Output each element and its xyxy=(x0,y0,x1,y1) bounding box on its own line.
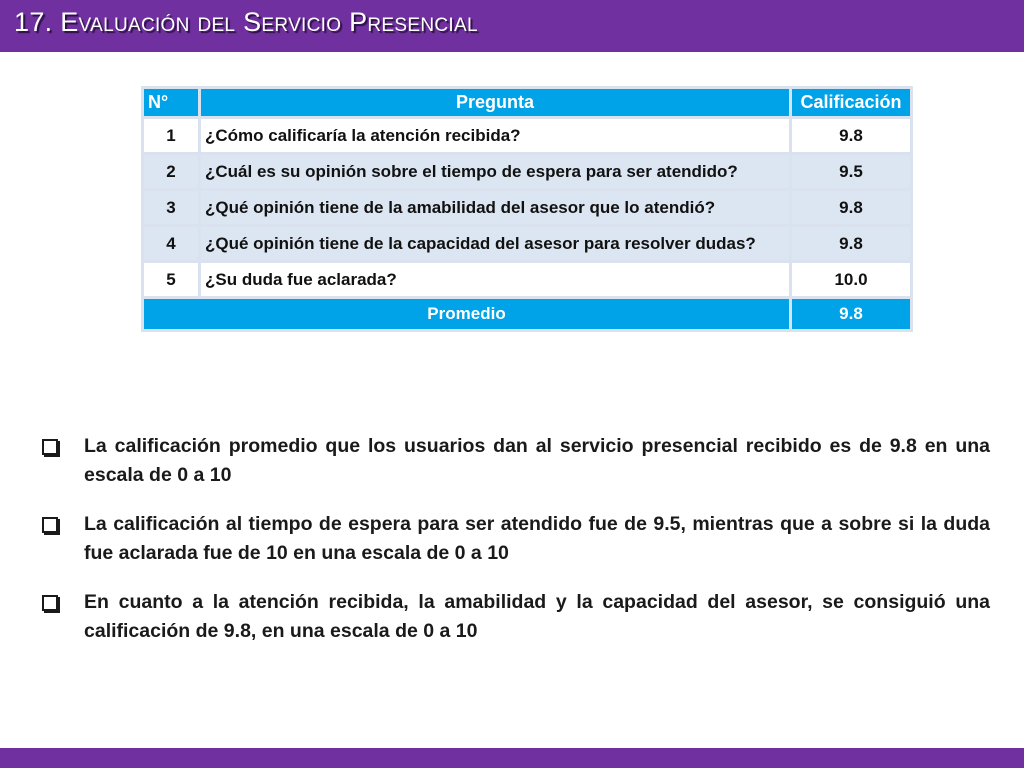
row-score: 9.8 xyxy=(792,119,910,152)
average-label: Promedio xyxy=(144,299,789,329)
table-row xyxy=(144,191,910,224)
table-row xyxy=(144,155,910,188)
row-number: 1 xyxy=(144,119,198,152)
row-question: ¿Su duda fue aclarada? xyxy=(201,263,789,296)
page-title: 17. Evaluación del Servicio Presencial xyxy=(14,7,478,37)
row-number: 4 xyxy=(144,227,198,260)
column-header-question: Pregunta xyxy=(201,89,789,116)
row-question: ¿Qué opinión tiene de la capacidad del asesor para resolver dudas? xyxy=(201,227,789,260)
row-number: 3 xyxy=(144,191,198,224)
row-number: 2 xyxy=(144,155,198,188)
checkbox-bullet-icon xyxy=(42,595,58,611)
row-question: ¿Cuál es su opinión sobre el tiempo de espera para ser atendido? xyxy=(201,155,789,188)
evaluation-table-container xyxy=(141,86,913,332)
footer-bar xyxy=(0,748,1024,768)
row-score: 9.8 xyxy=(792,191,910,224)
column-header-number: N° xyxy=(144,89,198,116)
row-number: 5 xyxy=(144,263,198,296)
table-row xyxy=(144,263,910,296)
bullet-text: La calificación al tiempo de espera para ser atendido fue de 9.5, mientras que a sobre si la duda fue aclarada fue de 10 en una escala de 0 a 10 xyxy=(84,513,990,564)
bullet-text: La calificación promedio que los usuarios dan al servicio presencial recibido es de 9.8 en una escala de 0 a 10 xyxy=(84,435,990,486)
column-header-score: Calificación xyxy=(792,89,910,116)
row-score: 9.8 xyxy=(792,227,910,260)
bullet-item xyxy=(40,588,990,646)
row-score: 10.0 xyxy=(792,263,910,296)
bullet-item xyxy=(40,510,990,568)
summary-bullets xyxy=(40,432,990,666)
bullet-item xyxy=(40,432,990,490)
row-score: 9.5 xyxy=(792,155,910,188)
average-row xyxy=(144,299,910,329)
average-value: 9.8 xyxy=(792,299,910,329)
table-header-row xyxy=(144,89,910,116)
table-row xyxy=(144,119,910,152)
checkbox-bullet-icon xyxy=(42,439,58,455)
row-question: ¿Qué opinión tiene de la amabilidad del asesor que lo atendió? xyxy=(201,191,789,224)
row-question: ¿Cómo calificaría la atención recibida? xyxy=(201,119,789,152)
table-row xyxy=(144,227,910,260)
evaluation-table xyxy=(141,86,913,332)
title-bar xyxy=(0,0,1024,52)
checkbox-bullet-icon xyxy=(42,517,58,533)
bullet-text: En cuanto a la atención recibida, la amabilidad y la capacidad del asesor, se consiguió una calificación de 9.8, en una escala de 0 a 10 xyxy=(84,591,990,642)
